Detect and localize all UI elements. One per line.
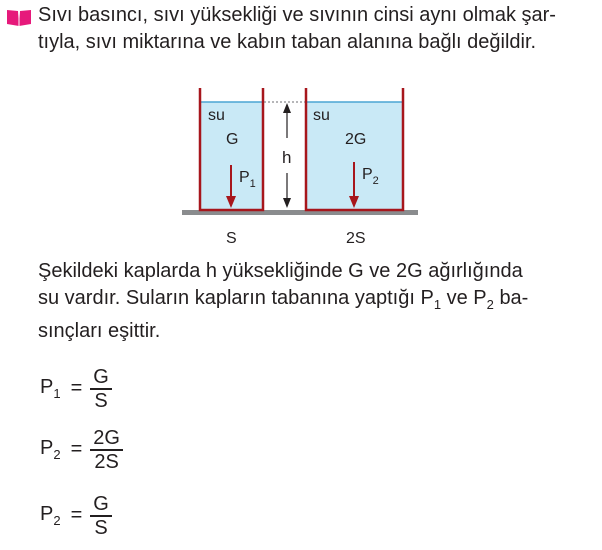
equation-2 bbox=[40, 427, 123, 473]
description-line-2: su vardır. Suların kapların tabanına yaptığı bbox=[38, 287, 415, 309]
left-weight-label: G bbox=[226, 131, 239, 148]
equation-2-numerator: 2G bbox=[93, 427, 120, 449]
right-pressure-label: $P_2$ bbox=[362, 166, 379, 187]
and-word: ve bbox=[446, 287, 468, 309]
equation-1-denominator: S bbox=[94, 389, 108, 412]
equation-3-fraction bbox=[90, 493, 112, 539]
equation-1-lhs: $P_1$ bbox=[40, 376, 61, 402]
equation-3-numerator: G bbox=[93, 493, 109, 515]
p2-symbol: $P_2$ bbox=[473, 287, 494, 312]
right-liquid-label: su bbox=[313, 107, 330, 124]
description-paragraph bbox=[38, 258, 594, 345]
equation-1-numerator: G bbox=[93, 366, 109, 388]
left-base-label: S bbox=[226, 230, 237, 247]
left-pressure-label: $P_1$ bbox=[239, 169, 256, 190]
equation-2-denominator: 2S bbox=[94, 450, 119, 473]
description-line-3: sınçları eşittir. bbox=[38, 320, 161, 342]
equation-1 bbox=[40, 366, 112, 412]
description-line-2-end: ba- bbox=[499, 287, 529, 309]
equation-1-equals: = bbox=[70, 377, 83, 400]
equation-1-fraction bbox=[90, 366, 112, 412]
equation-3-lhs: $P_2$ bbox=[40, 503, 61, 529]
equation-3 bbox=[40, 493, 112, 539]
left-liquid-label: su bbox=[208, 107, 225, 124]
containers-figure bbox=[180, 80, 420, 250]
book-icon bbox=[6, 8, 32, 27]
equation-3-equals: = bbox=[70, 504, 83, 527]
equation-2-lhs: $P_2$ bbox=[40, 437, 61, 463]
right-weight-label: 2G bbox=[345, 131, 367, 148]
height-arrow-top-head bbox=[283, 103, 291, 113]
equation-3-denominator: S bbox=[94, 516, 108, 539]
height-arrow-bottom-head bbox=[283, 198, 291, 208]
height-label: h bbox=[282, 148, 292, 167]
intro-line-1: Sıvı basıncı, sıvı yüksekliği ve sıvının cinsi aynı olmak şar- bbox=[38, 4, 556, 26]
right-base-label: 2S bbox=[346, 230, 366, 247]
description-line-1: Şekildeki kaplarda h yüksekliğinde G ve 2G ağırlığında bbox=[38, 260, 523, 282]
equation-2-equals: = bbox=[70, 438, 83, 461]
p1-symbol: $P_1$ bbox=[420, 287, 442, 312]
equation-2-fraction bbox=[90, 427, 123, 473]
intro-paragraph bbox=[38, 2, 594, 56]
intro-line-2: tıyla, sıvı miktarına ve kabın taban alanına bağlı değildir. bbox=[38, 31, 537, 53]
